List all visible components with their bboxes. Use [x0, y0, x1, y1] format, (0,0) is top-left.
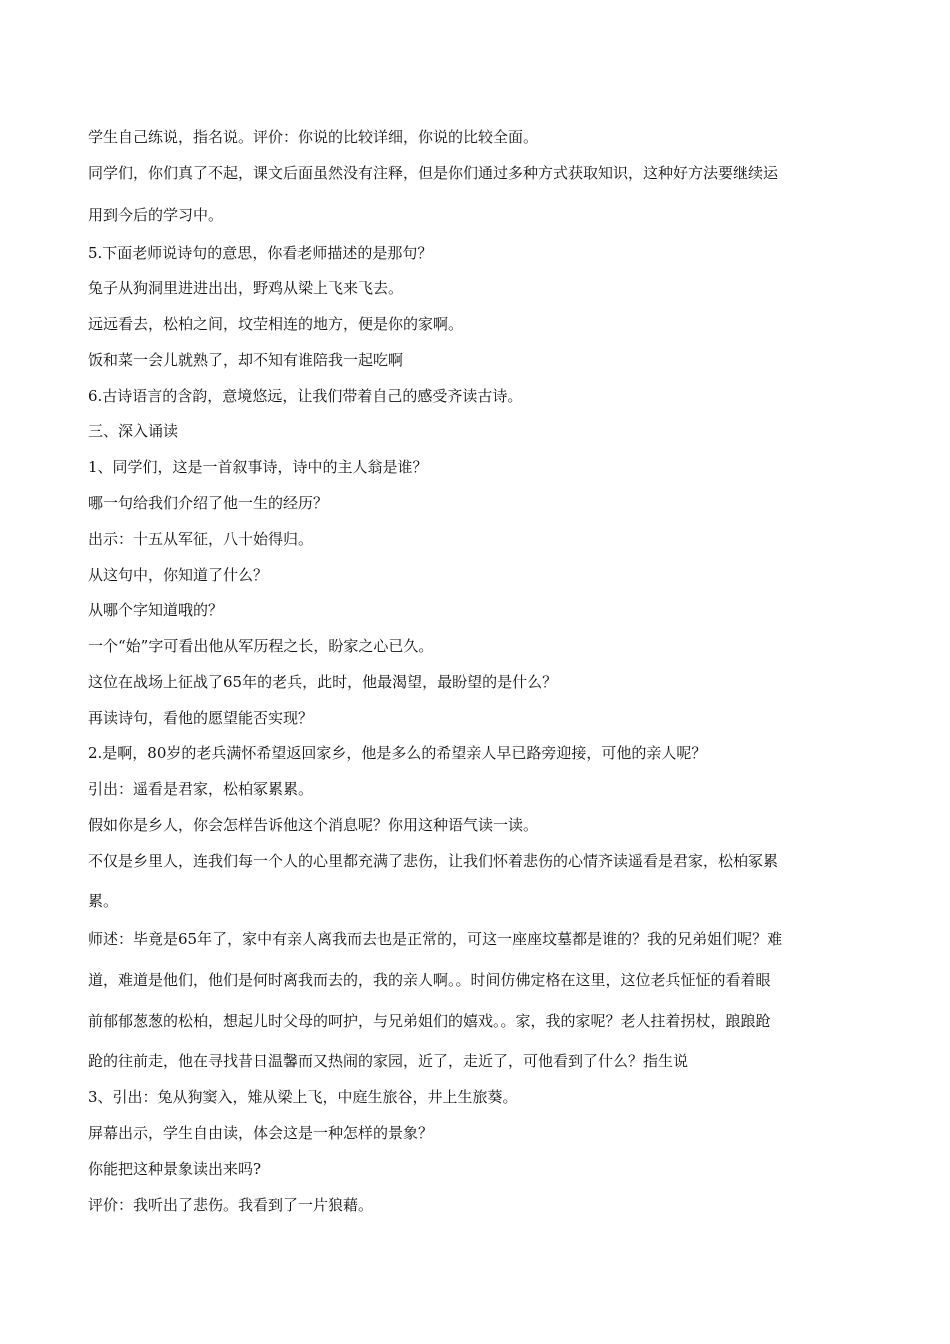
text-line: 你能把这种景象读出来吗?: [88, 1160, 262, 1178]
text-line: 2.是啊，80岁的老兵满怀希望返回家乡，他是多么的希望亲人早已路旁迎接，可他的亲人呢？: [88, 744, 707, 762]
text-line: 一个“始”字可看出他从军历程之长，盼家之心已久。: [88, 637, 434, 655]
section-heading: 三、深入诵读: [88, 422, 179, 440]
text-line: 这位在战场上征战了65年的老兵，此时，他最渴望，最盼望的是什么？: [88, 673, 558, 691]
text-line: 从这句中，你知道了什么？: [88, 566, 269, 584]
text-line: 不仅是乡里人，连我们每一个人的心里都充满了悲伤，让我们怀着悲伤的心情齐读遥看是君家，松柏冢累: [88, 852, 779, 870]
text-line: 远远看去，松柏之间，坟茔相连的地方，便是你的家啊。: [88, 315, 464, 333]
text-line: 饭和菜一会儿就熟了，却不知有谁陪我一起吃啊: [88, 351, 404, 369]
text-line: 引出：遥看是君家，松柏冢累累。: [88, 780, 314, 798]
text-line: 评价：我听出了悲伤。我看到了一片狼藉。: [88, 1196, 374, 1214]
text-line: 出示：十五从军征，八十始得归。: [88, 530, 314, 548]
text-line: 累。: [88, 892, 119, 910]
text-line: 哪一句给我们介绍了他一生的经历？: [88, 494, 329, 512]
text-line: 5.下面老师说诗句的意思，你看老师描述的是那句？: [88, 244, 433, 262]
text-line: 学生自己练说，指名说。评价：你说的比较详细，你说的比较全面。: [88, 128, 539, 146]
text-line: 前郁郁葱葱的松柏，想起儿时父母的呵护，与兄弟姐们的嬉戏。。家，我的家呢？老人拄着拐杖，踉踉跄: [88, 1012, 771, 1030]
text-line: 6.古诗语言的含韵，意境悠远，让我们带着自己的感受齐读古诗。: [88, 387, 523, 405]
text-line: 再读诗句，看他的愿望能否实现？: [88, 709, 314, 727]
text-line: 假如你是乡人，你会怎样告诉他这个消息呢？你用这种语气读一读。: [88, 816, 539, 834]
text-line: 师述：毕竟是65年了，家中有亲人离我而去也是正常的，可这一座座坟墓都是谁的？我的兄弟姐们呢？难: [88, 930, 783, 948]
text-line: 同学们，你们真了不起，课文后面虽然没有注释，但是你们通过多种方式获取知识，这种好方法要继续运: [88, 164, 779, 182]
text-line: 道，难道是他们，他们是何时离我而去的，我的亲人啊。。时间仿佛定格在这里，这位老兵怔怔的看着眼: [88, 971, 771, 989]
text-line: 3、引出：兔从狗窦入，雉从梁上飞，中庭生旅谷，井上生旅葵。: [88, 1088, 518, 1106]
text-line: 1、同学们，这是一首叙事诗，诗中的主人翁是谁？: [88, 458, 428, 476]
text-line: 从哪个字知道哦的？: [88, 601, 224, 619]
text-line: 兔子从狗洞里进进出出，野鸡从梁上飞来飞去。: [88, 279, 404, 297]
text-line: 用到今后的学习中。: [88, 206, 224, 224]
text-line: 屏幕出示，学生自由读，体会这是一种怎样的景象？: [88, 1124, 434, 1142]
text-line: 跄的往前走，他在寻找昔日温馨而又热闹的家园，近了，走近了，可他看到了什么？指生说: [88, 1052, 689, 1070]
